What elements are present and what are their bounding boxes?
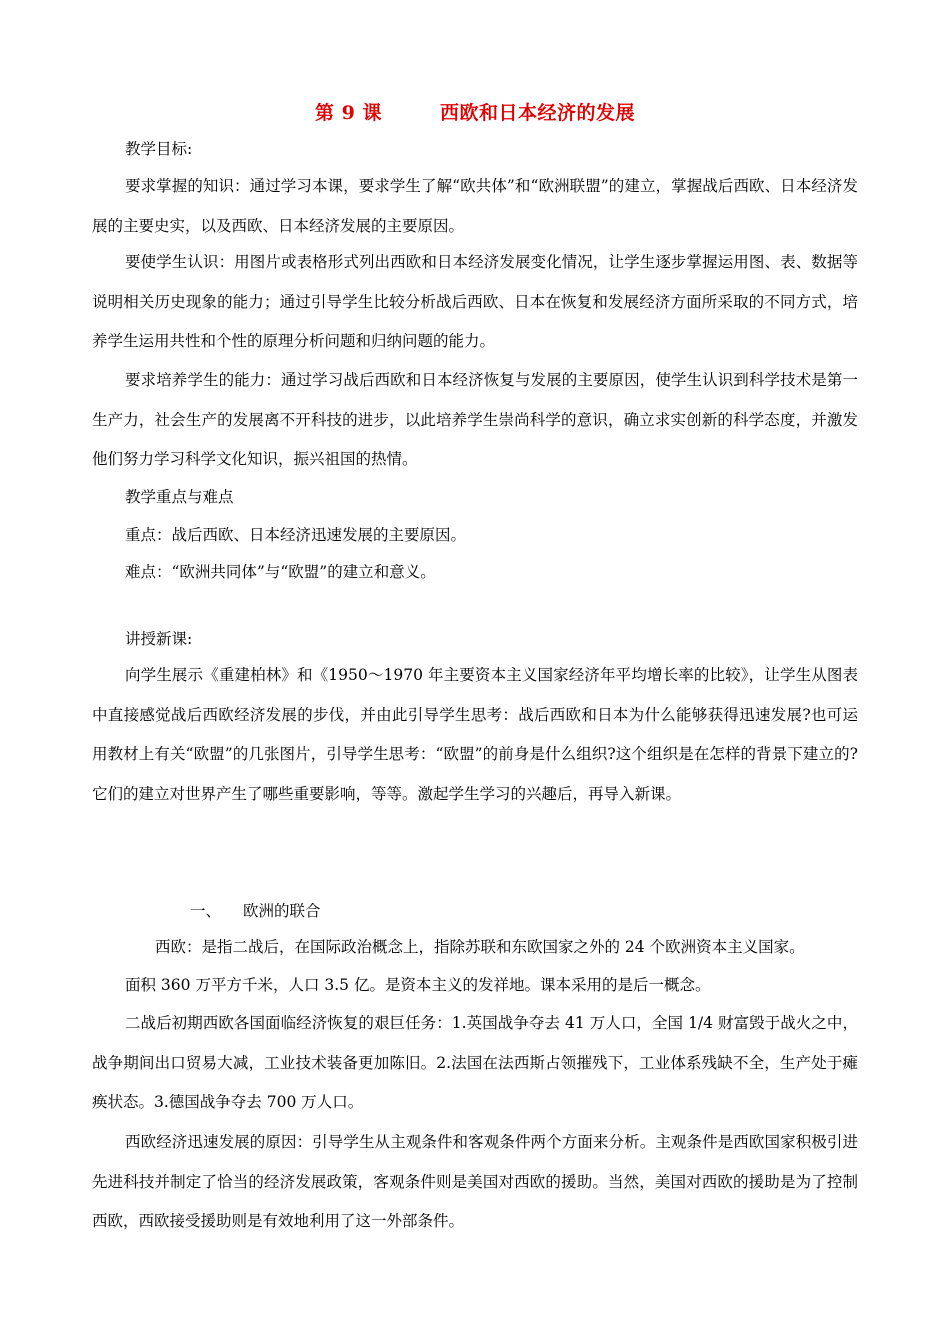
focus-key-point: 重点：战后西欧、日本经济迅速发展的主要原因。 <box>125 526 467 544</box>
focus-heading: 教学重点与难点 <box>125 488 234 506</box>
focus-difficult-point: 难点：“欧洲共同体”与“欧盟”的建立和意义。 <box>125 563 436 581</box>
west-europe-definition: 西欧：是指二战后，在国际政治概念上，指除苏联和东欧国家之外的 24 个欧洲资本主义国家。 <box>155 938 805 956</box>
intro-paragraph: 向学生展示《重建柏林》和《1950～1970 年主要资本主义国家经济年平均增长率的比较》，让学生从图表中直接感觉战后西欧经济发展的步伐，并由此引导学生思考：战后西欧和日本为什么能够获得迅速发展?也可运用教材上有关“欧盟”的几张图片，引导学生思考：“欧盟”的前身是什么组织?这个组织是在怎样的背景下建立的?它们的建立对世界产生了哪些重要影响，等等。激起学生学习的兴趣后，再导入新课。 <box>92 666 858 803</box>
goal-recognition-paragraph: 要使学生认识：用图片或表格形式列出西欧和日本经济发展变化情况，让学生逐步掌握运用图、表、数据等说明相关历史现象的能力；通过引导学生比较分析战后西欧、日本在恢复和发展经济方面所采取的不同方式，培养学生运用共性和个性的原理分析问题和归纳问题的能力。 <box>92 253 858 351</box>
goal-ability-paragraph: 要求培养学生的能力：通过学习战后西欧和日本经济恢复与发展的主要原因，使学生认识到科学技术是第一生产力，社会生产的发展离不开科技的进步，以此培养学生崇尚科学的意识，确立求实创新的科学态度，并激发他们努力学习科学文化知识，振兴祖国的热情。 <box>92 371 858 469</box>
postwar-tasks-paragraph: 二战后初期西欧各国面临经济恢复的艰巨任务：1.英国战争夺去 41 万人口，全国 1/4 财富毁于战火之中，战争期间出口贸易大减，工业技术装备更加陈旧。2.法国在法西斯占领摧残下，工业体系残缺不全，生产处于瘫痪状态。3.德国战争夺去 700 万人口。 <box>92 1014 858 1112</box>
section-title: 欧洲的联合 <box>243 902 321 920</box>
west-europe-area: 面积 360 万平方千米，人口 3.5 亿。是资本主义的发祥地。课本采用的是后一概念。 <box>125 976 711 994</box>
section-number: 一、 <box>190 902 222 920</box>
goals-heading: 教学目标: <box>125 140 193 158</box>
page-title <box>0 99 950 127</box>
lesson-topic: 西欧和日本经济的发展 <box>439 102 635 124</box>
section-heading <box>190 892 321 932</box>
goal-knowledge-paragraph: 要求掌握的知识：通过学习本课，要求学生了解“欧共体”和“欧洲联盟”的建立，掌握战后西欧、日本经济发展的主要史实，以及西欧、日本经济发展的主要原因。 <box>92 177 858 235</box>
lesson-number: 第 9 课 <box>315 102 382 124</box>
new-lesson-heading: 讲授新课: <box>125 630 193 648</box>
growth-reasons-paragraph: 西欧经济迅速发展的原因：引导学生从主观条件和客观条件两个方面来分析。主观条件是西欧国家积极引进先进科技并制定了恰当的经济发展政策，客观条件则是美国对西欧的援助。当然，美国对西欧的援助是为了控制西欧，西欧接受援助则是有效地利用了这一外部条件。 <box>92 1133 858 1231</box>
